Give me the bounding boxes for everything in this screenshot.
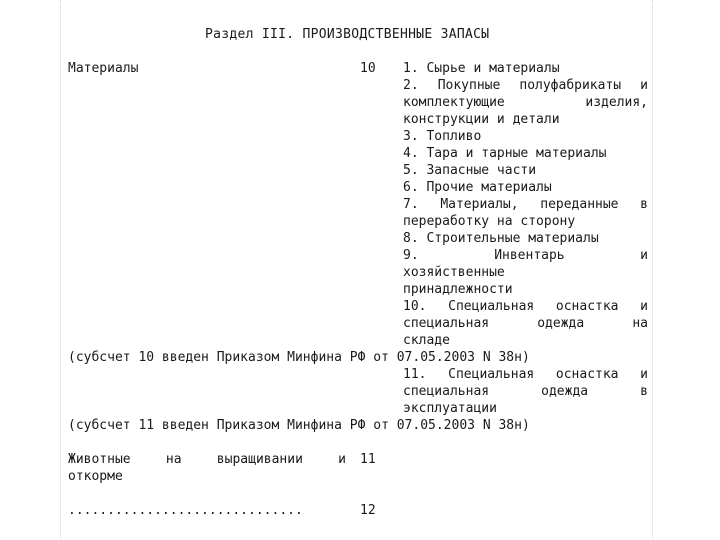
account-10-number: 10 [360,61,376,76]
subaccount-line: 10. Специальная оснастка и [403,299,648,314]
subaccount-line: 7. Материалы, переданные в [403,197,648,212]
subaccount-line: 5. Запасные части [403,163,537,178]
subaccount-line: переработку на сторону [403,214,576,229]
account-12-number: 12 [360,503,376,518]
subaccount-line: 3. Топливо [403,129,482,144]
subaccount-line: 4. Тара и тарные материалы [403,146,607,161]
subaccount-line: комплектующие изделия, [403,95,648,110]
account-10-name: Материалы [68,61,139,76]
account-11-name-cont: откорме [68,469,123,484]
subaccount-line: 9. Инвентарь и [403,248,648,263]
subaccount-line: 2. Покупные полуфабрикаты и [403,78,648,93]
amendment-note-subaccount-11: (субсчет 11 введен Приказом Минфина РФ от 07.05.2003 N 38н) [68,418,530,433]
section-title: Раздел III. ПРОИЗВОДСТВЕННЫЕ ЗАПАСЫ [205,27,490,42]
subaccount-line: конструкции и детали [403,112,560,127]
subaccount-line: специальная одежда на [403,316,648,331]
left-margin-rule [60,0,61,540]
unused-account-dots: .............................. [68,503,303,518]
subaccount-line: принадлежности [403,282,513,297]
subaccount-line: 8. Строительные материалы [403,231,599,246]
account-11-number: 11 [360,452,376,467]
subaccount-line: 1. Сырье и материалы [403,61,560,76]
subaccount-line: 6. Прочие материалы [403,180,552,195]
right-margin-rule [652,0,653,540]
subaccount-line: 11. Специальная оснастка и [403,367,648,382]
subaccount-line: специальная одежда в [403,384,648,399]
subaccount-line: складе [403,333,450,348]
subaccount-line: хозяйственные [403,265,505,280]
subaccount-line: эксплуатации [403,401,497,416]
amendment-note-subaccount-10: (субсчет 10 введен Приказом Минфина РФ от 07.05.2003 N 38н) [68,350,530,365]
account-11-name: Животные на выращивании и [68,452,346,467]
